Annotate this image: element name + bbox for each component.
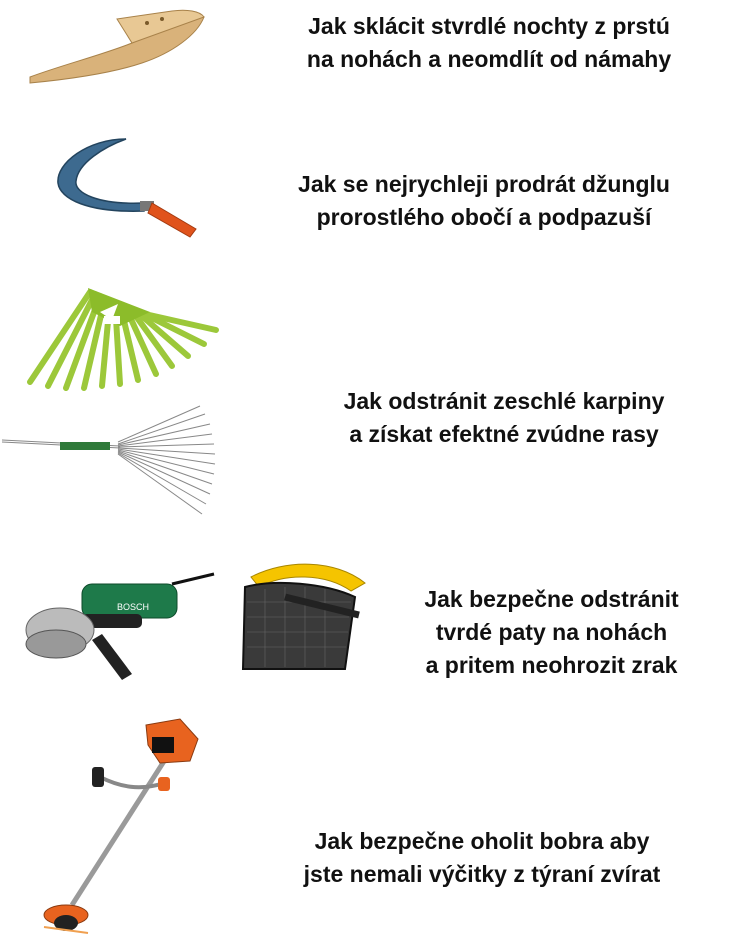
caption-line: jste nemali výčitky z týraní zvírat	[303, 861, 661, 887]
face-shield-icon	[225, 557, 370, 675]
caption-line: prorostlého obočí a podpazuší	[316, 204, 652, 230]
caption-line: a pritem neohrozit zrak	[425, 652, 678, 678]
caption-3	[280, 385, 728, 451]
caption-line: a získat efektné zvúdne rasy	[349, 421, 659, 447]
angle-grinder-icon	[22, 570, 217, 685]
sickle-icon	[48, 133, 203, 238]
caption-line: Jak odstránit zeschlé karpiny	[343, 388, 665, 414]
caption-line: Jak sklácit stvrdlé nochty z prstú	[308, 13, 670, 39]
caption-line: na nohách a neomdlít od námahy	[306, 46, 672, 72]
caption-4	[375, 583, 728, 682]
brush-cutter-icon	[30, 715, 220, 940]
caption-line: tvrdé paty na nohách	[435, 619, 668, 645]
caption-2	[240, 168, 728, 234]
caption-line: Jak bezpečne oholit bobra aby	[314, 828, 650, 854]
caption-1	[250, 10, 728, 76]
rake-icon	[0, 282, 230, 527]
knife-icon	[22, 5, 212, 85]
caption-line: Jak bezpečne odstránit	[424, 586, 679, 612]
caption-line: Jak se nejrychleji prodrát džunglu	[298, 171, 670, 197]
svg-text:BOSCH: BOSCH	[117, 602, 150, 612]
caption-5	[236, 825, 728, 891]
